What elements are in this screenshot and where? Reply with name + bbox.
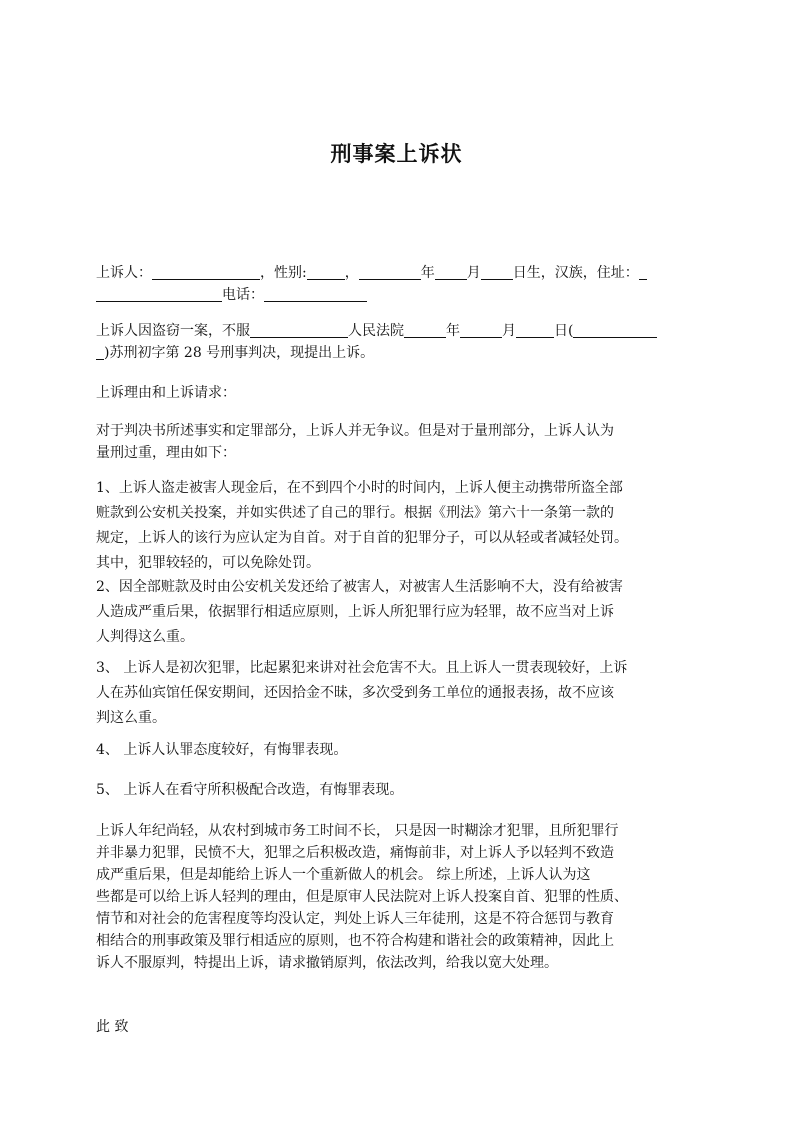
phone-blank[interactable] — [264, 285, 367, 302]
reason-item-2 — [96, 575, 702, 650]
court-blank[interactable] — [250, 321, 348, 338]
reason-item-4: 4、 上诉人认罪态度较好，有悔罪表现。 — [96, 742, 348, 758]
birth-month-blank[interactable] — [435, 263, 467, 280]
text-line: 成严重后果，但是却能给上诉人一个重新做人的机会。 综上所述，上诉人认为这 — [96, 867, 591, 883]
text-line: 规定，上诉人的该行为应认定为自首。对于自首的犯罪分子，可以从轻或者减轻处罚。 — [96, 530, 628, 546]
court-label: 人民法院 — [348, 323, 404, 339]
text-line: 3、 上诉人是初次犯罪，比起累犯来讲对社会危害不大。且上诉人一贯表现较好，上诉 — [96, 660, 628, 676]
text-line: 相结合的刑事政策及罪行相适应的原则，也不符合构建和谐社会的政策精神，因此上 — [96, 933, 614, 949]
appellant-label: 上诉人： — [96, 265, 152, 281]
appellant-info — [96, 262, 702, 306]
address-blank-start[interactable] — [639, 263, 647, 280]
intro-argument — [96, 420, 702, 464]
text-line: 赃款到公安机关投案，并如实供述了自己的罪行。根据《刑法》第六十一条第一款的 — [96, 505, 614, 521]
month-label: 月 — [466, 265, 481, 281]
birth-day-blank[interactable] — [481, 263, 513, 280]
judgment-year-blank[interactable] — [404, 321, 446, 338]
text-line: 情节和对社会的危害程度等均没认定，判处上诉人三年徒刑，这是不符合惩罚与教育 — [96, 911, 614, 927]
case-number-blank-end[interactable] — [96, 343, 104, 360]
text-line: 人在苏仙宾馆任保安期间，还因拾金不昧，多次受到务工单位的通报表扬，故不应该 — [96, 685, 614, 701]
case-number-blank[interactable] — [573, 321, 657, 338]
text-line: 判这么重。 — [96, 710, 166, 726]
intro-paragraph — [96, 320, 702, 364]
gender-label: ，性别: — [260, 265, 307, 281]
reason-item-5: 5、 上诉人在看守所积极配合改造，有悔罪表现。 — [96, 782, 404, 798]
document-title: 刑事案上诉状 — [330, 142, 463, 166]
salutation: 此 致 — [96, 1019, 129, 1035]
text-line: 2、因全部赃款及时由公安机关发还给了被害人，对被害人生活影响不大，没有给被害 — [96, 579, 623, 595]
comma: ， — [344, 265, 359, 281]
text-line: 人造成严重后果，依据罪行相适应原则，上诉人所犯罪行应为轻罪，故不应当对上诉 — [96, 604, 614, 620]
gender-blank[interactable] — [307, 263, 345, 280]
reason-item-3 — [96, 656, 702, 731]
reason-item-1 — [96, 476, 702, 576]
text-line: 人判得这么重。 — [96, 629, 194, 645]
birth-label: 日生，汉族，住址： — [512, 265, 639, 281]
text-line: 对于判决书所述事实和定罪部分，上诉人并无争议。但是对于量刑部分，上诉人认为 — [96, 423, 614, 439]
phone-label: 电话： — [222, 287, 264, 303]
month-label: 月 — [502, 323, 516, 339]
text-line: 上诉人年纪尚轻，从农村到城市务工时间不长， 只是因一时糊涂才犯罪，且所犯罪行 — [96, 823, 619, 839]
intro-text-2: )苏刑初字第 28 号刑事判决，现提出上诉。 — [104, 345, 375, 361]
reasons-heading: 上诉理由和上诉请求： — [96, 385, 236, 401]
year-label: 年 — [446, 323, 460, 339]
text-line: 量刑过重，理由如下： — [96, 445, 236, 461]
name-blank[interactable] — [152, 263, 260, 280]
text-line: 并非暴力犯罪，民愤不大，犯罪之后积极改造，痛悔前非，对上诉人予以轻判不致造 — [96, 845, 614, 861]
text-line: 些都是可以给上诉人轻判的理由，但是原审人民法院对上诉人投案自首、犯罪的性质、 — [96, 889, 628, 905]
text-line: 其中，犯罪较轻的，可以免除处罚。 — [96, 555, 320, 571]
closing-paragraph — [96, 820, 702, 974]
address-blank[interactable] — [96, 285, 222, 302]
judgment-day-blank[interactable] — [516, 321, 554, 338]
text-line: 诉人不服原判，特提出上诉，请求撤销原判，依法改判，给我以宽大处理。 — [96, 955, 558, 971]
birth-year-blank[interactable] — [359, 263, 421, 280]
day-label: 日( — [554, 323, 574, 339]
text-line: 1、上诉人盗走被害人现金后，在不到四个小时的时间内，上诉人便主动携带所盗全部 — [96, 480, 623, 496]
intro-text-1: 上诉人因盗窃一案，不服 — [96, 323, 250, 339]
judgment-month-blank[interactable] — [460, 321, 502, 338]
year-label: 年 — [420, 265, 435, 281]
